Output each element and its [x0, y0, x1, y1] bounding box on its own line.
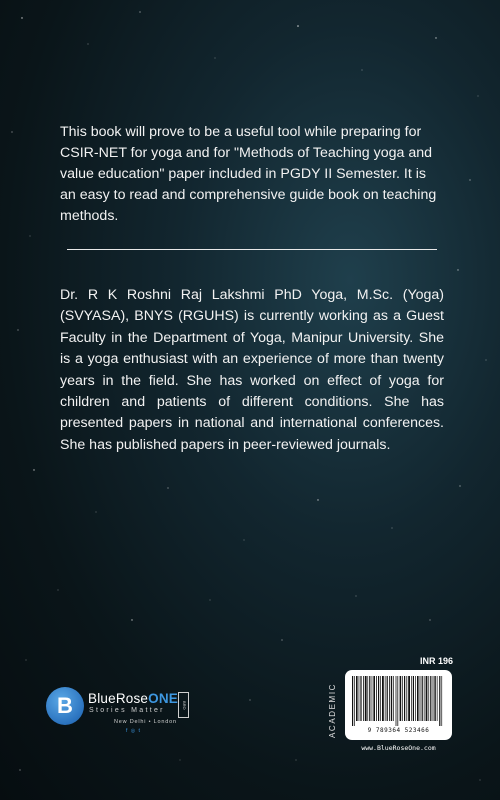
isbn-digits: 9 789364 523466 [367, 727, 430, 734]
publisher-name [88, 691, 178, 706]
publisher-name-part1: BlueRose [88, 691, 149, 706]
price-label: INR 196 [420, 656, 454, 666]
publisher-cities: New Delhi • London [114, 719, 177, 725]
publisher-badge: BRO [178, 692, 189, 718]
author-bio: Dr. R K Roshni Raj Lakshmi PhD Yoga, M.Sc. (Yoga) (SVYASA), BNYS (RGUHS) is currently working as a Guest Faculty in the Department of Yoga, Manipur University. She is a yoga enthusiast with an experience of more than twenty years in the field. She has worked on effect of yoga for children and patients of different conditions. She has presented papers in national and international conferences. She has published papers in peer-reviewed journals. [60, 287, 444, 453]
book-blurb: This book will prove to be a useful tool while preparing for CSIR-NET for yoga and for "Methods of Teaching yoga and value education" paper included in PGDY II Semester. It is an easy to read and comprehensive guide book on teaching methods. [60, 124, 437, 224]
isbn-barcode [345, 670, 452, 740]
social-icons[interactable]: f ◎ t [126, 728, 141, 734]
b-logo-icon [46, 687, 84, 725]
publisher-logo [46, 687, 84, 725]
divider-line [67, 249, 437, 250]
publisher-tagline: Stories Matter [89, 707, 165, 714]
publisher-website[interactable]: www.BlueRoseOne.com [361, 744, 436, 752]
svg-text:B: B [57, 693, 73, 718]
barcode-bars [351, 676, 446, 726]
publisher-name-part2: ONE [148, 691, 178, 706]
category-label: ACADEMIC [328, 682, 337, 738]
